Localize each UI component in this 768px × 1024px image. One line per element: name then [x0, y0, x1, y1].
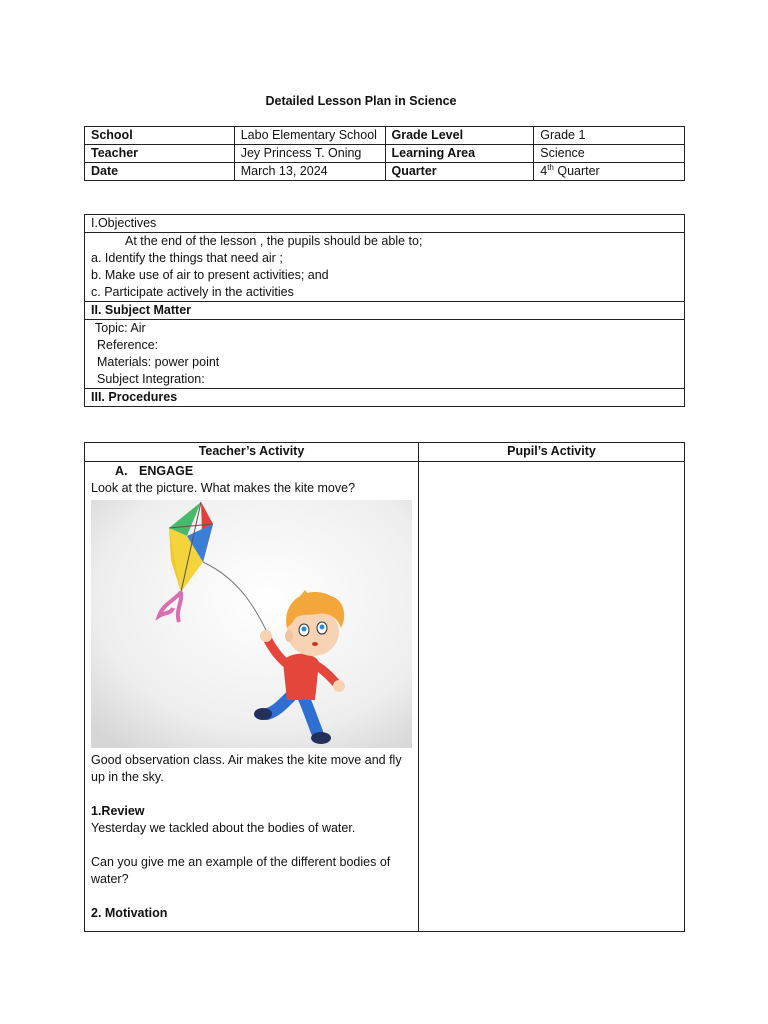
- table-row: [85, 233, 685, 302]
- info-table: [84, 126, 685, 181]
- objectives-table: [84, 214, 685, 407]
- objective-item: c. Participate actively in the activities: [91, 285, 294, 299]
- spacer: [91, 888, 412, 905]
- objectives-body: [85, 233, 685, 302]
- review-text: Yesterday we tackled about the bodies of water.: [91, 821, 356, 835]
- quarter-word: Quarter: [553, 164, 600, 178]
- engage-letter: A.: [115, 464, 128, 478]
- pupil-activity-cell: [419, 462, 685, 932]
- table-row: [85, 215, 685, 233]
- learning-area-label: Learning Area: [385, 145, 534, 163]
- engage-title: ENGAGE: [139, 464, 194, 478]
- review-heading: 1.Review: [91, 804, 145, 818]
- motivation-heading: 2. Motivation: [91, 906, 168, 920]
- review-question: Can you give me an example of the different bodies of water?: [91, 855, 391, 886]
- procedures-heading: III. Procedures: [85, 389, 685, 407]
- school-value: Labo Elementary School: [234, 127, 385, 145]
- table-row: [85, 145, 685, 163]
- teacher-activity-cell: [85, 462, 419, 932]
- date-value: March 13, 2024: [234, 163, 385, 181]
- school-label: School: [85, 127, 235, 145]
- subject-matter-heading: II. Subject Matter: [85, 302, 685, 320]
- date-label: Date: [85, 163, 235, 181]
- spacer: [91, 837, 412, 854]
- table-row: [85, 443, 685, 462]
- reference-line: Reference:: [97, 338, 159, 352]
- pupil-activity-header: Pupil’s Activity: [419, 443, 685, 462]
- materials-line: Materials: power point: [97, 355, 220, 369]
- table-row: [85, 320, 685, 389]
- objective-item: a. Identify the things that need air ;: [91, 251, 283, 265]
- quarter-label: Quarter: [385, 163, 534, 181]
- quarter-value: [534, 163, 685, 181]
- table-row: [85, 462, 685, 932]
- learning-area-value: Science: [534, 145, 685, 163]
- teacher-activity-header: Teacher’s Activity: [85, 443, 419, 462]
- observation-text: Good observation class. Air makes the kite move and fly up in the sky.: [91, 753, 402, 784]
- teacher-label: Teacher: [85, 145, 235, 163]
- objectives-heading: I.Objectives: [85, 215, 685, 233]
- boy-with-kite-image: [91, 500, 412, 748]
- subject-matter-body: [85, 320, 685, 389]
- table-row: [85, 389, 685, 407]
- quarter-suffix: th: [547, 162, 554, 172]
- objective-item: b. Make use of air to present activities; and: [91, 268, 329, 282]
- table-row: [85, 163, 685, 181]
- engage-heading: [91, 463, 412, 480]
- teacher-value: Jey Princess T. Oning: [234, 145, 385, 163]
- grade-level-value: Grade 1: [534, 127, 685, 145]
- quarter-number: 4: [540, 164, 548, 178]
- table-row: [85, 302, 685, 320]
- grade-level-label: Grade Level: [385, 127, 534, 145]
- objectives-intro: At the end of the lesson , the pupils should be able to;: [125, 234, 423, 248]
- subject-integration-line: Subject Integration:: [97, 372, 205, 386]
- activity-table: [84, 442, 685, 932]
- table-row: [85, 127, 685, 145]
- spacer: [91, 786, 412, 803]
- engage-question: Look at the picture. What makes the kite move?: [91, 481, 356, 495]
- page-title: Detailed Lesson Plan in Science: [265, 94, 457, 108]
- topic-line: Topic: Air: [95, 321, 146, 335]
